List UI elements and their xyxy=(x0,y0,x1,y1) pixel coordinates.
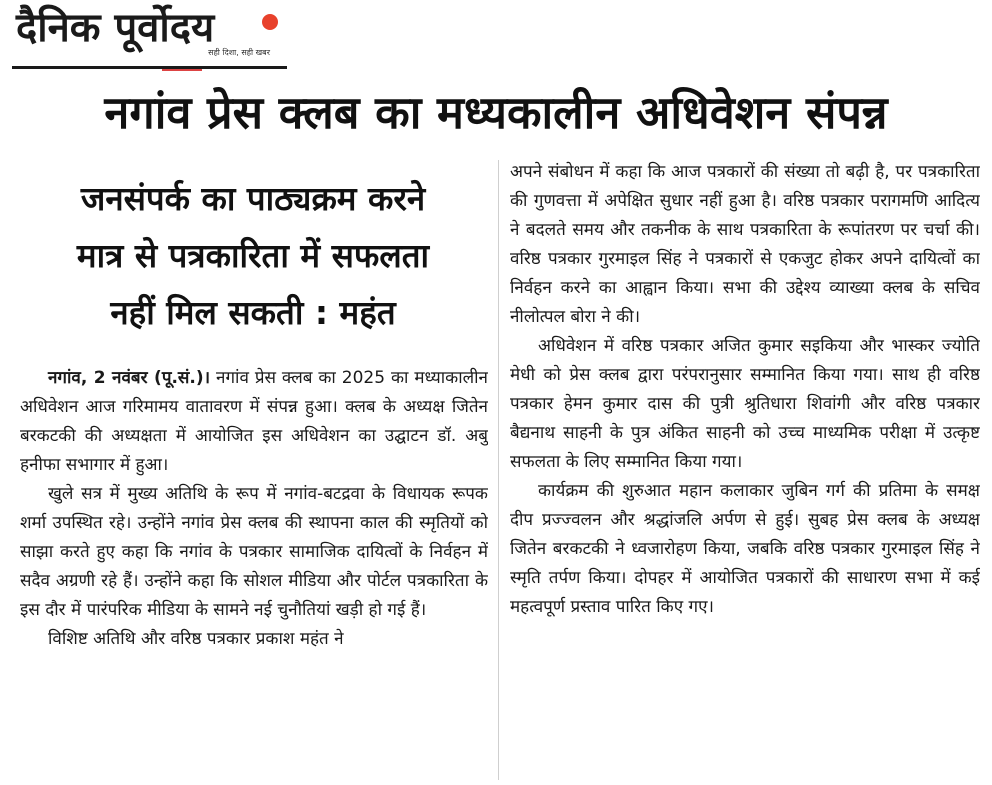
right-paragraph-1: अपने संबोधन में कहा कि आज पत्रकारों की संख्या तो बढ़ी है, पर पत्रकारिता की गुणवत्ता में अपेक्षित सुधार नहीं हुआ है। वरिष्ठ पत्रकार परागमणि आदित्य ने बदलते समय और तकनीक के साथ पत्रकारिता के रूपांतरण पर चर्चा की। वरिष्ठ पत्रकार गुरमाइल सिंह ने पत्रकारों से एकजुट होकर अपने दायित्वों का निर्वहन करने का आह्वान किया। सभा की उद्देश्य व्याख्या क्लब के सचिव नीलोत्पल बोरा ने की। xyxy=(510,162,980,327)
left-paragraph-3: विशिष्ट अतिथि और वरिष्ठ पत्रकार प्रकाश महंत ने xyxy=(48,629,344,649)
right-column xyxy=(510,158,980,784)
left-paragraph-2: खुले सत्र में मुख्य अतिथि के रूप में नगांव-बटद्रवा के विधायक रूपक शर्मा उपस्थित रहे। उन्होंने नगांव प्रेस क्लब की स्थापना काल की स्मृतियों को साझा करते हुए कहा कि नगांव के पत्रकार सामाजिक दायित्वों के निर्वहन में सदैव अग्रणी रहे हैं। उन्होंने कहा कि सोशल मीडिया और पोर्टल पत्रकारिता के इस दौर में पारंपरिक मीडिया के सामने नई चुनौतियां खड़ी हो गई हैं। xyxy=(20,484,488,620)
subhead-line-1: जनसंपर्क का पाठ्यक्रम करने xyxy=(80,179,426,218)
masthead xyxy=(12,4,282,70)
masthead-rule xyxy=(12,66,287,69)
masthead-accent-rule xyxy=(162,69,202,71)
article-headline: नगांव प्रेस क्लब का मध्यकालीन अधिवेशन संपन्न xyxy=(104,86,888,139)
newspaper-logo: दैनिक पूर्वोदय xyxy=(16,5,215,51)
subhead-line-3: नहीं मिल सकती : महंत xyxy=(110,293,396,332)
dateline: नगांव, 2 नवंबर (पू.सं.)। xyxy=(48,368,211,388)
right-paragraph-2: अधिवेशन में वरिष्ठ पत्रकार अजित कुमार सइकिया और भास्कर ज्योति मेधी को प्रेस क्लब द्वारा परंपरानुसार सम्मानित किया गया। साथ ही वरिष्ठ पत्रकार हेमन कुमार दास की पुत्री श्रुतिधारा शिवांगी और वरिष्ठ पत्रकार बैद्यनाथ साहनी के पुत्र अंकित साहनी को उच्च माध्यमिक परीक्षा में उत्कृष्ट सफलता के लिए सम्मानित किया गया। xyxy=(510,336,980,472)
left-column xyxy=(20,364,488,782)
column-divider xyxy=(498,160,499,780)
article-subheadline xyxy=(18,170,488,341)
newspaper-tagline: सही दिशा, सही खबर xyxy=(208,48,270,57)
right-paragraph-3: कार्यक्रम की शुरुआत महान कलाकार जुबिन गर्ग की प्रतिमा के समक्ष दीप प्रज्ज्वलन और श्रद्धांजलि अर्पण से हुई। सुबह प्रेस क्लब के अध्यक्ष जितेन बरकटकी ने ध्वजारोहण किया, जबकि वरिष्ठ पत्रकार गुरमाइल सिंह ने स्मृति तर्पण किया। दोपहर में आयोजित पत्रकारों की साधारण सभा में कई महत्वपूर्ण प्रस्ताव पारित किए गए। xyxy=(510,481,980,617)
left-paragraph-1-text: नगांव प्रेस क्लब का 2025 का मध्याकालीन अधिवेशन आज गरिमामय वातावरण में संपन्न हुआ। क्लब के अध्यक्ष जितेन बरकटकी की अध्यक्षता में आयोजित इस अधिवेशन का उद्घाटन डॉ. अबु हनीफा सभागार में हुआ। xyxy=(20,368,488,475)
logo-dot-icon xyxy=(262,14,278,30)
left-paragraph-1 xyxy=(20,364,488,480)
subhead-line-2: मात्र से पत्रकारिता में सफलता xyxy=(76,236,430,275)
